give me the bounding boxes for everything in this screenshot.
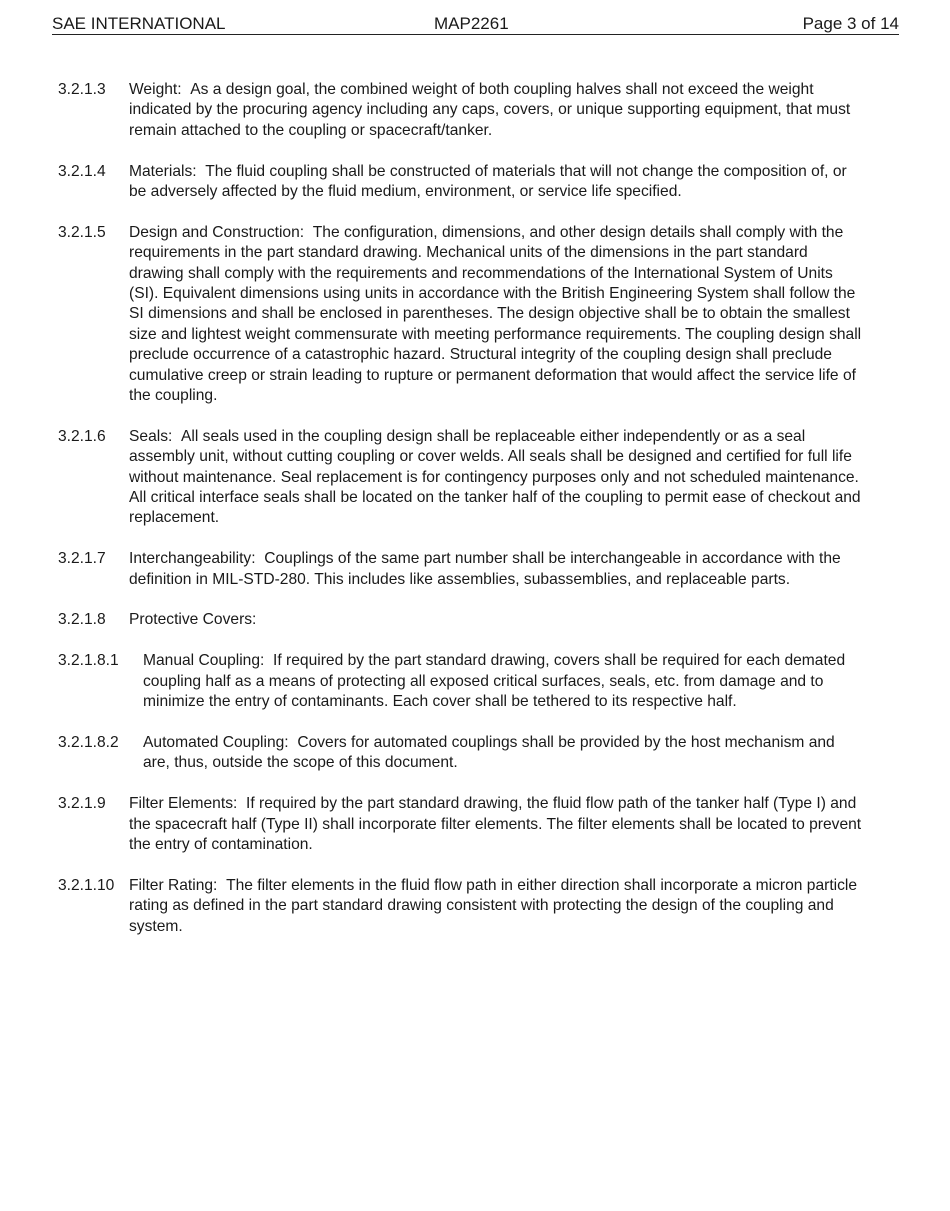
section-3-2-1-6 [58,427,862,529]
section-3-2-1-8-1 [58,651,862,712]
page-header [52,13,899,35]
section-text: If required by the part standard drawing, covers shall be required for each demated coupling half as a means of protecting all exposed critical surfaces, seals, etc. from damage and to minimize the entry of contaminants. Each cover shall be tethered to its respective half. [143,652,846,711]
section-text: If required by the part standard drawing, the fluid flow path of the tanker half (Type I) and the spacecraft half (Type II) shall incorporate filter elements. The filter elements shall be located to prevent the entry of contamination. [129,795,862,853]
section-number: 3.2.1.7 [58,550,106,568]
section-number: 3.2.1.5 [58,223,106,241]
section-number: 3.2.1.4 [58,162,106,180]
section-title: Interchangeability: [129,550,256,568]
section-text: As a design goal, the combined weight of both coupling halves shall not exceed the weight indicated by the procuring agency including any caps, covers, or unique supporting equipment, that must remain attached to the coupling or spacecraft/tanker. [129,81,851,139]
section-text: All seals used in the coupling design shall be replaceable either independently or as a seal assembly unit, without cutting coupling or cover welds. All seals shall be designed and certified for full life without maintenance. Seal replacement is for contingency purposes only and not scheduled maintenance. All critical interface seals shall be located on the tanker half of the coupling to permit ease of checkout and replacement. [129,427,861,527]
section-title: Filter Elements: [129,795,238,813]
section-number: 3.2.1.10 [58,876,115,894]
section-3-2-1-10 [58,876,862,937]
section-number: 3.2.1.8.1 [58,652,119,670]
section-3-2-1-3 [58,80,862,141]
section-number: 3.2.1.8 [58,611,106,629]
section-title: Design and Construction: [129,223,305,241]
section-text: The fluid coupling shall be constructed of materials that will not change the composition of, or be adversely affected by the fluid medium, environment, or service life specified. [129,162,847,201]
section-3-2-1-9 [58,794,862,855]
section-title: Automated Coupling: [143,733,289,751]
section-3-2-1-8-2 [58,733,862,774]
section-title: Materials: [129,162,197,180]
section-3-2-1-4 [58,162,862,203]
section-text: Couplings of the same part number shall be interchangeable in accordance with the definition in MIL-STD-280. This includes like assemblies, subassemblies, and replaceable parts. [129,550,841,588]
section-text: The filter elements in the fluid flow path in either direction shall incorporate a micron particle rating as defined in the part standard drawing consistent with protecting the design of the coupling and system. [129,876,858,935]
header-org: SAE INTERNATIONAL [52,14,226,33]
section-number: 3.2.1.8.2 [58,733,119,751]
section-number: 3.2.1.9 [58,795,106,813]
section-number: 3.2.1.3 [58,81,106,98]
section-title: Manual Coupling: [143,652,265,670]
header-page-number: Page 3 of 14 [802,14,899,33]
section-text: The configuration, dimensions, and other design details shall comply with the requirements in the part standard drawing. Mechanical units of the dimensions in the part standard drawing shall comply with the requirements and recommendations of the International System of Units (SI). Equivalent dimensions using units in accordance with the British Engineering System shall follow the SI dimensions and shall be enclosed in parentheses. The design objective shall be to obtain the smallest size and lightest weight commensurate with meeting performance requirements. The coupling design shall preclude occurrence of a catastrophic hazard. Structural integrity of the coupling design shall preclude cumulative creep or strain leading to rupture or permanent deformation that would affect the service life of the coupling. [129,223,862,405]
section-3-2-1-5 [58,223,862,407]
section-title: Weight: [129,81,182,98]
section-text: Covers for automated couplings shall be provided by the host mechanism and are, thus, outside the scope of this document. [143,733,835,772]
section-title: Protective Covers: [129,611,257,629]
header-doc-id: MAP2261 [434,14,509,33]
section-title: Seals: [129,427,173,445]
section-3-2-1-8 [58,610,862,630]
document-body [58,80,862,957]
section-title: Filter Rating: [129,876,218,894]
section-3-2-1-7 [58,549,862,590]
section-number: 3.2.1.6 [58,427,106,445]
